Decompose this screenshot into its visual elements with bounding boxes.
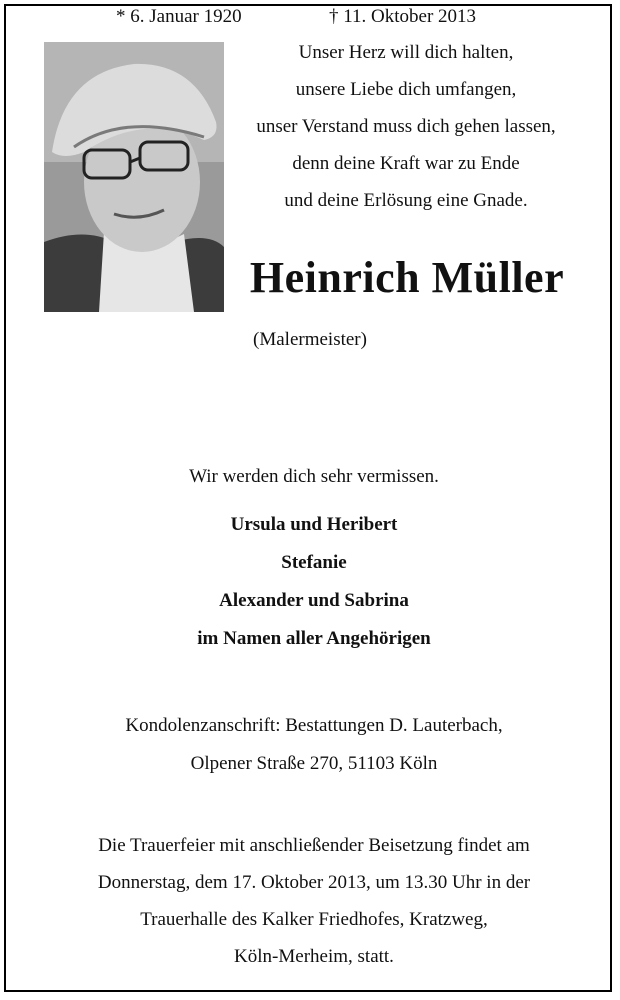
death-date: † 11. Oktober 2013 bbox=[329, 6, 477, 27]
poem-line: und deine Erlösung eine Gnade. bbox=[284, 190, 528, 211]
service-info: Die Trauerfeier mit anschließender Beisetzung findet am bbox=[98, 835, 530, 856]
birth-date: * 6. Januar 1920 bbox=[116, 6, 242, 27]
poem-line: denn deine Kraft war zu Ende bbox=[292, 153, 520, 174]
deceased-name: Heinrich Müller bbox=[249, 253, 565, 302]
occupation: (Malermeister) bbox=[253, 329, 367, 350]
service-info: Donnerstag, dem 17. Oktober 2013, um 13.30 Uhr in der bbox=[97, 872, 531, 893]
portrait-photo bbox=[44, 42, 224, 312]
family-member: im Namen aller Angehörigen bbox=[197, 628, 431, 649]
service-info: Köln-Merheim, statt. bbox=[234, 946, 394, 967]
condolence-address: Kondolenzanschrift: Bestattungen D. Lauterbach, bbox=[125, 715, 503, 736]
service-info: Trauerhalle des Kalker Friedhofes, Kratzweg, bbox=[140, 909, 488, 930]
condolence-address: Olpener Straße 270, 51103 Köln bbox=[190, 753, 438, 774]
family-member: Alexander und Sabrina bbox=[219, 590, 409, 611]
farewell-message: Wir werden dich sehr vermissen. bbox=[189, 466, 439, 487]
poem-line: Unser Herz will dich halten, bbox=[298, 42, 514, 63]
poem-line: unser Verstand muss dich gehen lassen, bbox=[256, 116, 556, 137]
obituary-card bbox=[4, 4, 612, 992]
memorial-poem bbox=[224, 34, 588, 219]
family-member: Stefanie bbox=[281, 552, 347, 573]
family-member: Ursula und Heribert bbox=[230, 514, 398, 535]
poem-line: unsere Liebe dich umfangen, bbox=[295, 79, 517, 100]
